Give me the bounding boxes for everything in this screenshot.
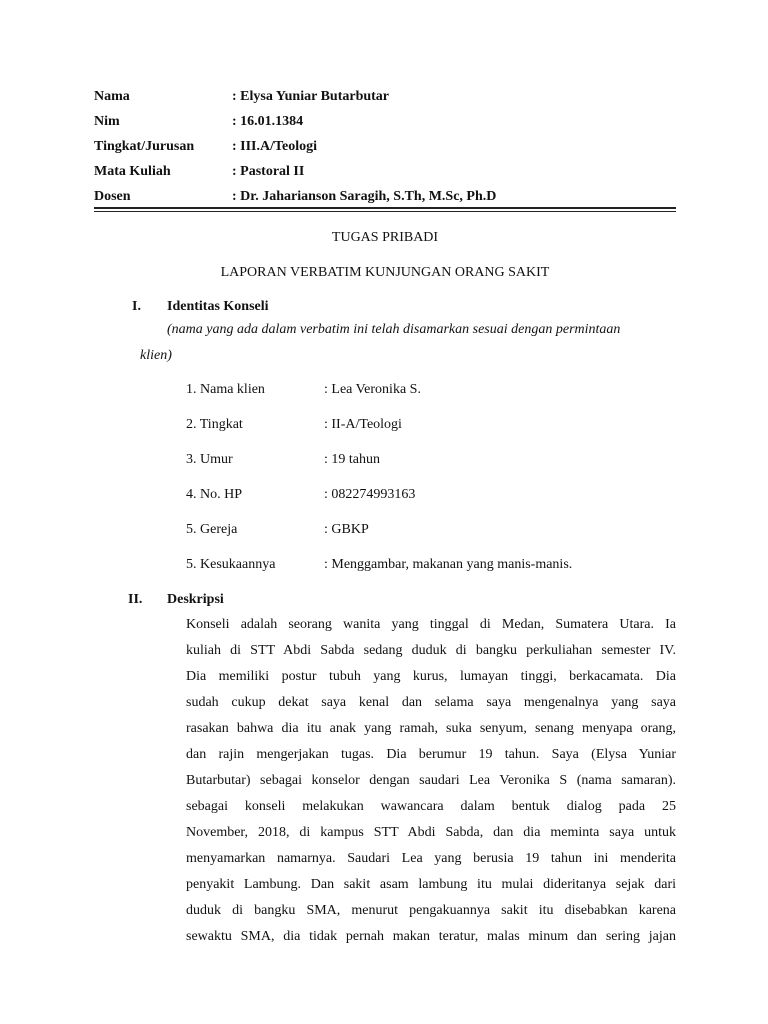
paragraph-line: Konseli adalah seorang wanita yang tinggal di Medan, Sumatera Utara. Ia (186, 617, 676, 632)
header-value: : Pastoral II (232, 164, 305, 179)
client-value: : 19 tahun (324, 452, 380, 467)
section-number: II. (128, 592, 143, 607)
section-number: I. (132, 299, 141, 314)
paragraph-line: November, 2018, di kampus STT Abdi Sabda, dan dia meminta saya untuk (186, 825, 676, 840)
client-label: 5. Kesukaannya (186, 557, 276, 572)
header-divider-thin (94, 211, 676, 212)
client-label: 2. Tingkat (186, 417, 243, 432)
client-value: : Lea Veronika S. (324, 382, 421, 397)
client-value: : GBKP (324, 522, 369, 537)
header-label: Dosen (94, 189, 131, 204)
header-value: : 16.01.1384 (232, 114, 304, 129)
document-subtitle: LAPORAN VERBATIM KUNJUNGAN ORANG SAKIT (220, 265, 550, 280)
header-value: : III.A/Teologi (232, 139, 318, 154)
paragraph-line: Dia memiliki postur tubuh yang kurus, lumayan tinggi, berkacamata. Dia (186, 669, 676, 684)
section-note: (nama yang ada dalam verbatim ini telah disamarkan sesuai dengan permintaan (167, 322, 621, 337)
header-label: Nama (94, 89, 130, 104)
header-value: : Dr. Jaharianson Saragih, S.Th, M.Sc, Ph.D (232, 189, 497, 204)
paragraph-line: penyakit Lambung. Dan sakit asam lambung itu mulai dideritanya sejak dari (186, 877, 676, 892)
section-title: Deskripsi (167, 592, 224, 607)
section-title: Identitas Konseli (167, 299, 269, 314)
paragraph-line: kuliah di STT Abdi Sabda sedang duduk di bangku perkuliahan semester IV. (186, 643, 676, 658)
paragraph-line: menyamarkan namarnya. Saudari Lea yang berusia 19 tahun ini menderita (186, 851, 676, 866)
section-note-continued: klien) (140, 348, 172, 363)
client-label: 3. Umur (186, 452, 233, 467)
paragraph-line: sudah cukup dekat saya kenal dan selama saya mengenalnya yang saya (186, 695, 676, 710)
client-value: : II-A/Teologi (324, 417, 402, 432)
client-label: 5. Gereja (186, 522, 238, 537)
client-label: 4. No. HP (186, 487, 243, 502)
header-label: Mata Kuliah (94, 164, 171, 179)
client-label: 1. Nama klien (186, 382, 265, 397)
paragraph-line: sebagai konseli melakukan wawancara dalam bentuk dialog pada 25 (186, 799, 676, 814)
paragraph-line: sewaktu SMA, dia tidak pernah makan teratur, malas minum dan sering jajan (186, 929, 676, 944)
header-label: Tingkat/Jurusan (94, 139, 195, 154)
header-value: : Elysa Yuniar Butarbutar (232, 89, 390, 104)
header-divider-thick (94, 207, 676, 209)
paragraph-line: rasakan bahwa dia itu anak yang ramah, suka senyum, senang menyapa orang, (186, 721, 676, 736)
document-title: TUGAS PRIBADI (331, 230, 439, 245)
paragraph-line: dan rajin mengerjakan tugas. Dia berumur 19 tahun. Saya (Elysa Yuniar (186, 747, 676, 762)
header-label: Nim (94, 114, 120, 129)
client-value: : Menggambar, makanan yang manis-manis. (324, 557, 573, 572)
paragraph-line: Butarbutar) sebagai konselor dengan saudari Lea Veronika S (nama samaran). (186, 773, 676, 788)
client-value: : 082274993163 (324, 487, 416, 502)
paragraph-line: duduk di bangku SMA, menurut pengakuannya sakit itu disebabkan karena (186, 903, 676, 918)
